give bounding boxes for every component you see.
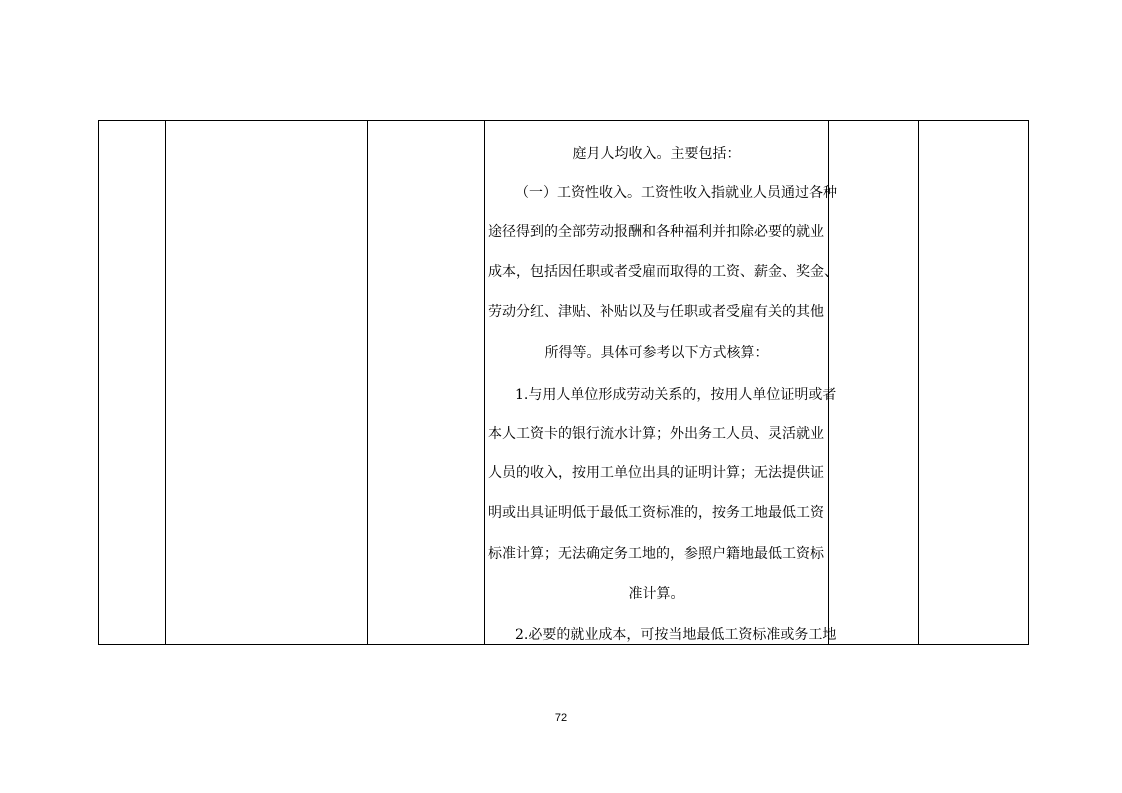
content-line: 1.与用人单位形成劳动关系的，按用人单位证明或者 <box>515 387 837 403</box>
page-number: 72 <box>554 712 568 724</box>
content-line: 人员的收入，按用工单位出具的证明计算；无法提供证 <box>488 465 824 481</box>
content-line: 途径得到的全部劳动报酬和各种福利并扣除必要的就业 <box>488 224 824 240</box>
table-cell-col5 <box>829 121 919 645</box>
document-table <box>98 120 1029 645</box>
table-cell-content <box>485 121 838 645</box>
content-line: 准计算。 <box>628 586 685 602</box>
content-line: 2.必要的就业成本，可按当地最低工资标准或务工地 <box>515 627 837 643</box>
table-cell-col2 <box>166 121 368 645</box>
table-cell-col6 <box>919 121 1029 645</box>
content-line: （一）工资性收入。工资性收入指就业人员通过各种 <box>515 185 837 201</box>
table-cell-col1 <box>99 121 166 645</box>
content-line: 成本，包括因任职或者受雇而取得的工资、薪金、奖金、 <box>488 264 838 280</box>
content-line: 劳动分红、津贴、补贴以及与任职或者受雇有关的其他 <box>488 304 824 320</box>
content-line: 本人工资卡的银行流水计算；外出务工人员、灵活就业 <box>488 426 824 442</box>
content-line: 庭月人均收入。主要包括： <box>572 146 741 162</box>
content-line: 所得等。具体可参考以下方式核算： <box>544 345 769 361</box>
table-cell-col3 <box>368 121 485 645</box>
content-line: 明或出具证明低于最低工资标准的，按务工地最低工资 <box>488 505 824 521</box>
content-line: 标准计算；无法确定务工地的，参照户籍地最低工资标 <box>488 546 824 562</box>
table-row <box>99 121 1029 645</box>
